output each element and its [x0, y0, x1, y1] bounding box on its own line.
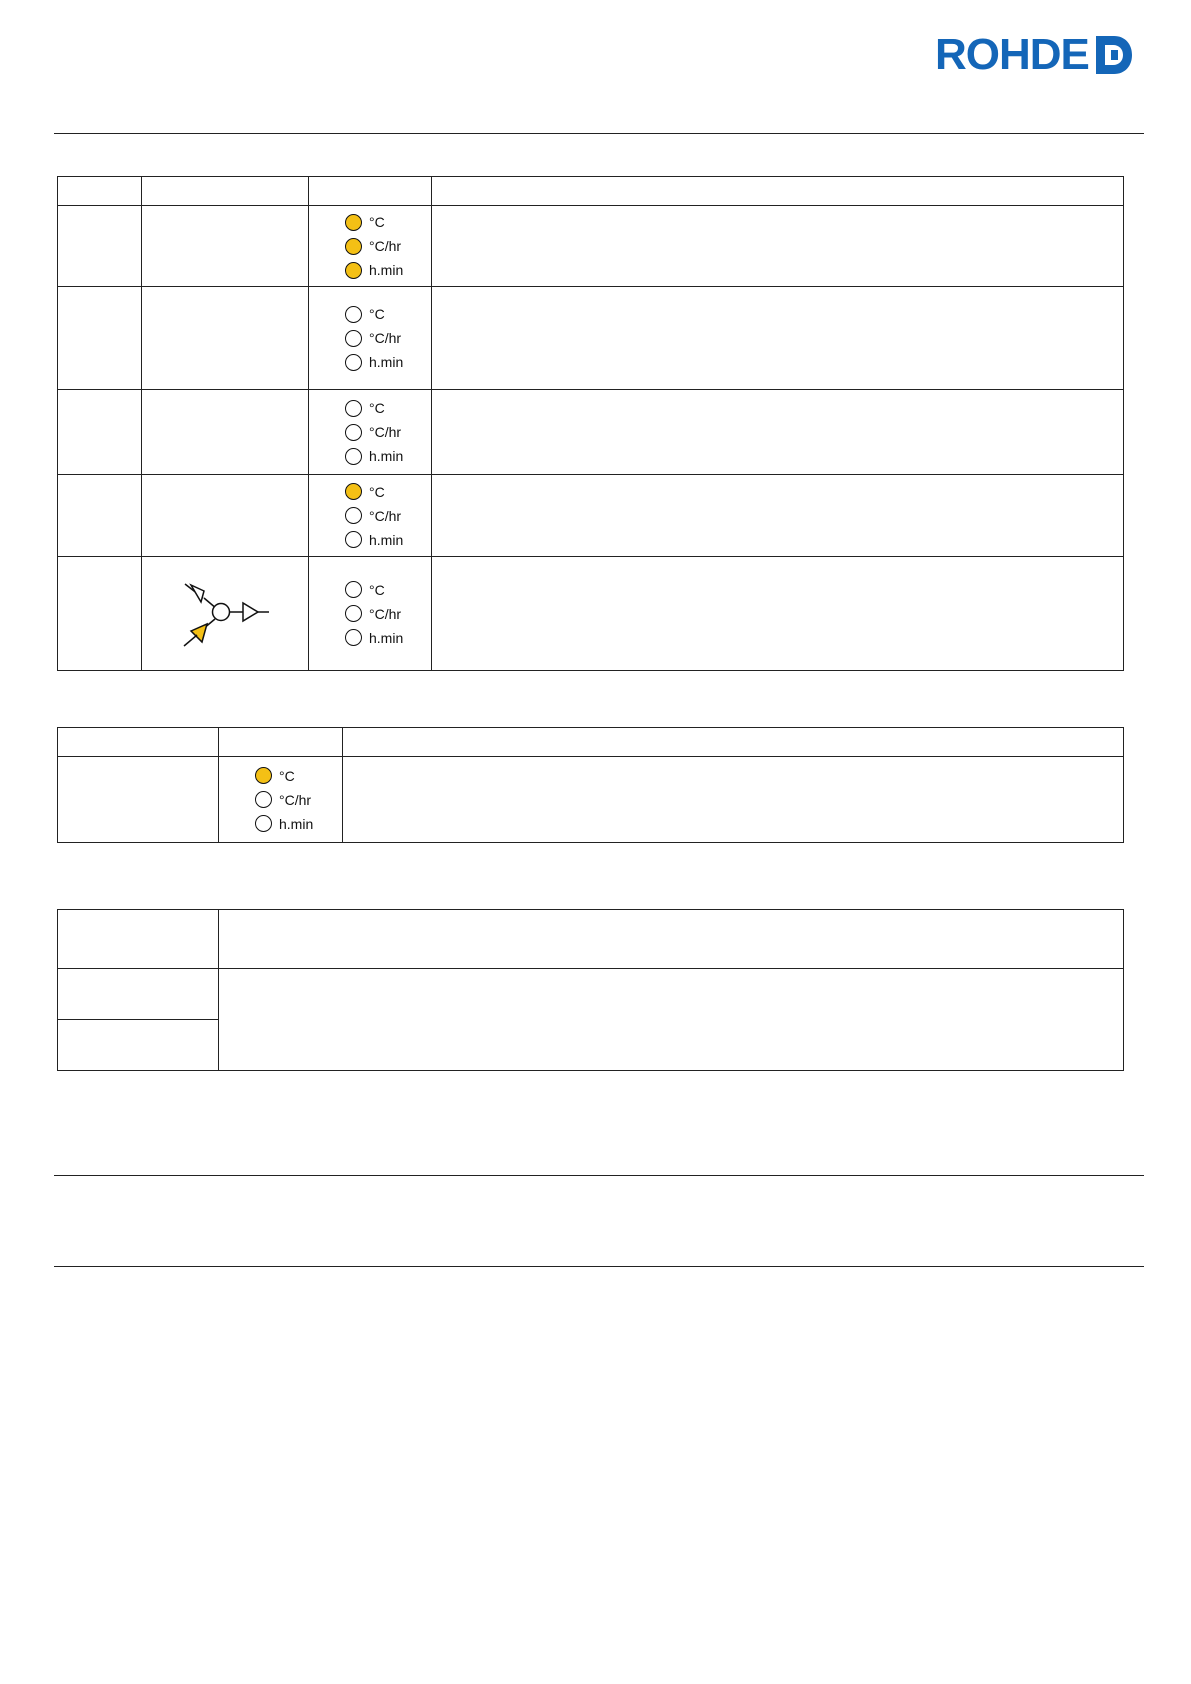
unit-indicator [345, 212, 431, 232]
table-row [58, 910, 1124, 969]
table-header-row [58, 177, 1124, 206]
unit-label: °C [369, 483, 385, 500]
header-cell [309, 177, 432, 206]
logo-emblem-icon [1092, 33, 1134, 77]
led-unit-cell [309, 557, 432, 671]
unit-indicator-list [309, 580, 431, 648]
unit-indicator [345, 580, 431, 600]
led-off-icon [345, 629, 362, 646]
unit-indicator-list [309, 398, 431, 466]
led-off-icon [255, 791, 272, 808]
led-unit-cell [309, 206, 432, 287]
unit-label: °C/hr [369, 330, 402, 346]
led-unit-cell [219, 757, 343, 843]
led-off-icon [345, 400, 362, 417]
unit-indicator [345, 446, 431, 466]
symbol-cell [142, 557, 309, 671]
led-off-icon [345, 306, 362, 323]
unit-indicator [345, 328, 431, 348]
parameter-table [57, 727, 1124, 843]
unit-label: °C/hr [369, 238, 402, 254]
unit-label: °C [279, 767, 295, 784]
unit-label: °C [369, 581, 385, 598]
unit-indicator-list [219, 766, 342, 834]
unit-indicator [345, 236, 431, 256]
led-on-icon [345, 214, 362, 231]
unit-indicator [345, 352, 431, 372]
unit-label: °C/hr [369, 507, 402, 524]
unit-indicator-list [309, 304, 431, 372]
unit-label: °C/hr [369, 424, 402, 440]
led-unit-cell [309, 287, 432, 390]
header-cell [219, 728, 343, 757]
led-off-icon [345, 448, 362, 465]
led-on-icon [345, 238, 362, 255]
led-off-icon [345, 424, 362, 441]
table-row [58, 475, 1124, 557]
header-cell [58, 728, 219, 757]
unit-indicator [345, 422, 431, 442]
unit-indicator-list [309, 212, 431, 280]
unit-label: °C [369, 214, 385, 230]
header-cell [142, 177, 309, 206]
table-row [58, 206, 1124, 287]
unit-indicator [255, 814, 342, 834]
table-row [58, 287, 1124, 390]
led-on-icon [255, 767, 272, 784]
unit-indicator [345, 482, 431, 502]
unit-label: h.min [369, 448, 404, 464]
led-off-icon [345, 507, 362, 524]
table-row [58, 969, 1124, 1020]
unit-indicator [345, 604, 431, 624]
unit-label: °C [369, 306, 385, 322]
unit-label: h.min [369, 354, 404, 370]
header-cell [343, 728, 1124, 757]
led-off-icon [255, 815, 272, 832]
footer-rule-top [54, 1175, 1144, 1176]
footer-rule-bottom [54, 1266, 1144, 1267]
led-on-icon [345, 262, 362, 279]
led-off-icon [345, 330, 362, 347]
unit-indicator [345, 398, 431, 418]
led-off-icon [345, 354, 362, 371]
header-cell [58, 177, 142, 206]
table-header-row [58, 728, 1124, 757]
led-off-icon [345, 605, 362, 622]
segment-join-icon [177, 579, 273, 649]
unit-indicator [345, 506, 431, 526]
unit-label: h.min [279, 815, 314, 832]
info-table [57, 909, 1124, 1071]
table-row [58, 390, 1124, 475]
unit-label: °C/hr [279, 791, 312, 808]
unit-label: °C [369, 400, 385, 416]
unit-label: h.min [369, 629, 404, 646]
logo-wordmark: ROHDE [935, 30, 1089, 79]
led-on-icon [345, 483, 362, 500]
unit-indicator [345, 530, 431, 550]
segment-table [57, 176, 1124, 671]
led-unit-cell [309, 475, 432, 557]
unit-indicator [255, 766, 342, 786]
unit-indicator [255, 790, 342, 810]
led-unit-cell [309, 390, 432, 475]
unit-indicator [345, 628, 431, 648]
header-cell [432, 177, 1124, 206]
unit-label: h.min [369, 262, 404, 278]
unit-indicator-list [309, 482, 431, 550]
unit-indicator [345, 260, 431, 280]
table-row [58, 557, 1124, 671]
unit-indicator [345, 304, 431, 324]
header-rule [54, 133, 1144, 134]
rohde-logo [935, 30, 1134, 79]
unit-label: °C/hr [369, 605, 402, 622]
led-off-icon [345, 581, 362, 598]
led-off-icon [345, 531, 362, 548]
unit-label: h.min [369, 531, 404, 548]
table-row [58, 757, 1124, 843]
